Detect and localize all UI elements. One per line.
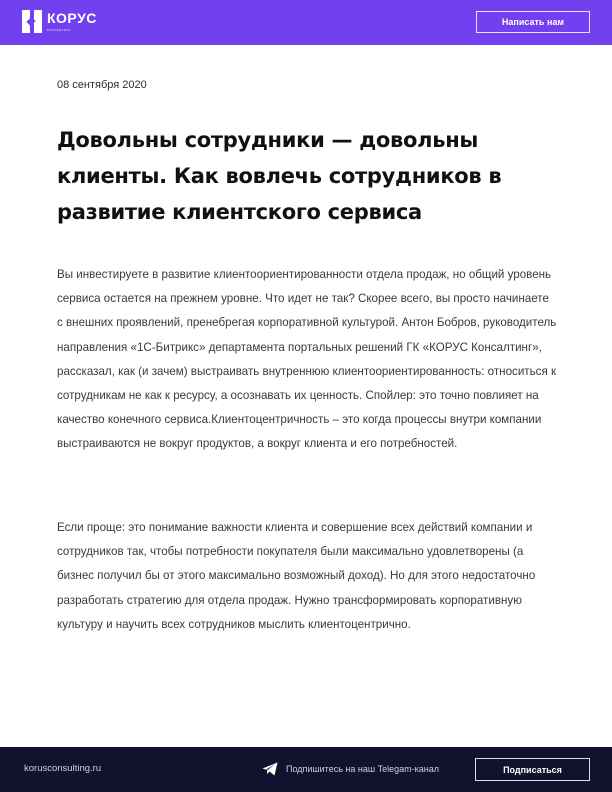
logo-name: КОРУС [47,10,97,26]
article-paragraph-1: Вы инвестируете в развитие клиентоориентированности отдела продаж, но общий уровень сервиса остается на прежнем уровне. Что идет не так? Скорее всего, вы просто начинаете с внешних проявлений, пренебрегая корпоративной культурой. Антон Бобров, руководитель направления «1С-Битрикс» департамента портальных решений ГК «КОРУС Консалтинг», рассказал, как (и зачем) выстраивать внутреннюю клиентоориентированность: относиться к сотрудникам не как к ресурсу, а осознавать их ценность. Спойлер: это точно повлияет на качество конечного сервиса.Клиентоцентричность – это когда процессы внутри компании выстраиваются не вокруг продуктов, а вокруг клиента и его потребностей. [57,268,557,451]
article-title: Довольны сотрудники — довольны клиенты. Как вовлечь сотрудников в развитие клиентского сервиса [57,128,502,224]
telegram-plane-icon [262,762,278,776]
top-bar [0,0,612,45]
footer-bar [0,747,612,792]
telegram-promo-text[interactable]: Подпишитесь на наш Telegam-канал [286,764,439,774]
article-paragraph-2: Если проще: это понимание важности клиента и совершение всех действий компании и сотрудников так, чтобы потребности покупателя были максимально удовлетворены (а бизнес получил бы от этого максимально возможный доход). Но для этого недостаточно разработать стратегию для отдела продаж. Нужно трансформировать корпоративную культуру и научить всех сотрудников мыслить клиентоцентрично. [57,521,536,631]
subscribe-button[interactable]: Подписаться [475,758,590,781]
write-us-button[interactable]: Написать нам [476,11,590,33]
korus-logo-icon [22,10,42,33]
korus-logo[interactable] [22,10,97,33]
site-link[interactable]: korusconsulting.ru [24,763,102,774]
logo-subtitle: консалтинг [47,28,71,32]
article-date: 08 сентября 2020 [57,79,147,91]
